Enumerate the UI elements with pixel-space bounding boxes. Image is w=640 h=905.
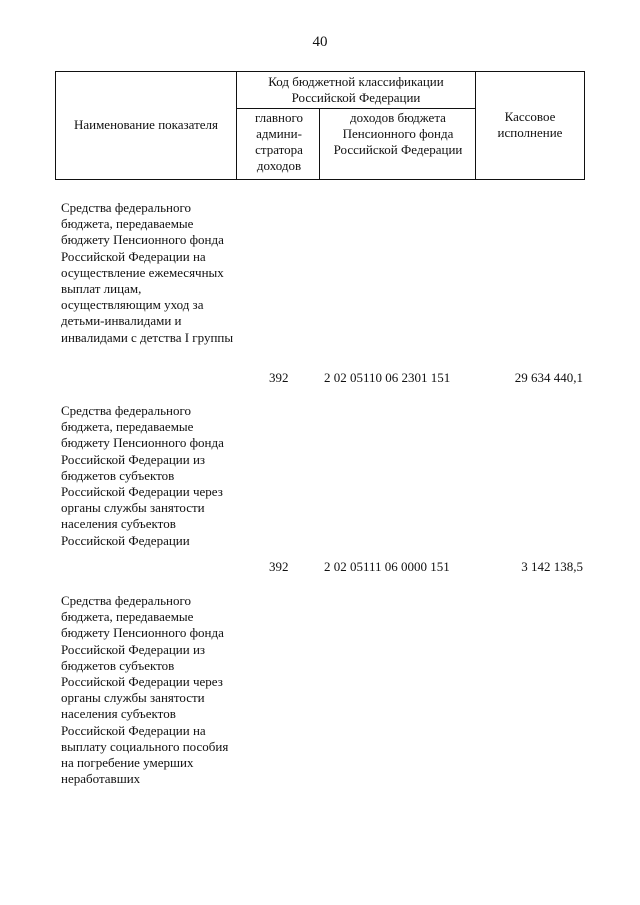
- row-name: Средства федерального бюджета, передаваемые бюджету Пенсионного фонда Российской Федерации на осуществление ежемесячных выплат лицам, осуществляющим уход за детьми-инвалидами и инвалидами с детства I группы: [61, 200, 234, 345]
- header-divider-name: [236, 71, 237, 180]
- row-revenue-code: 2 02 05111 06 0000 151: [324, 559, 450, 574]
- header-bottom-border: [55, 179, 585, 180]
- header-indicator-name: Наименование показателя: [73, 117, 219, 132]
- header-right-border: [584, 71, 585, 180]
- row-amount: 29 634 440,1: [514, 370, 583, 385]
- header-divider-amount: [475, 71, 476, 180]
- page-number: 40: [312, 34, 328, 50]
- row-revenue-code: 2 02 05110 06 2301 151: [324, 370, 451, 385]
- row-amount: 3 142 138,5: [521, 559, 583, 574]
- header-cash-execution: Кассовое исполнение: [497, 109, 563, 140]
- header-revenue-code: доходов бюджета Пенсионного фонда Российской Федерации: [333, 110, 463, 157]
- header-top-border: [55, 71, 585, 72]
- header-group-underline: [236, 108, 476, 109]
- row-name: Средства федерального бюджета, передаваемые бюджету Пенсионного фонда Российской Федерации из бюджетов субъектов Российской Федерации через органы службы занятости населения субъектов Российской Федерации: [61, 403, 224, 548]
- header-main-administrator: главного админи- стратора доходов: [254, 110, 304, 173]
- row-admin-code: 392: [269, 559, 289, 574]
- table-header: [55, 71, 585, 180]
- header-divider-admin: [319, 108, 320, 180]
- header-budget-code-group: Код бюджетной классификации Российской Федерации: [268, 74, 444, 105]
- row-name: Средства федерального бюджета, передаваемые бюджету Пенсионного фонда Российской Федерации из бюджетов субъектов Российской Федерации через органы службы занятости населения субъектов Российской Федерации на выплату социального пособия на погребение умерших неработавших: [61, 593, 229, 787]
- row-admin-code: 392: [269, 370, 289, 385]
- header-left-border: [55, 71, 56, 180]
